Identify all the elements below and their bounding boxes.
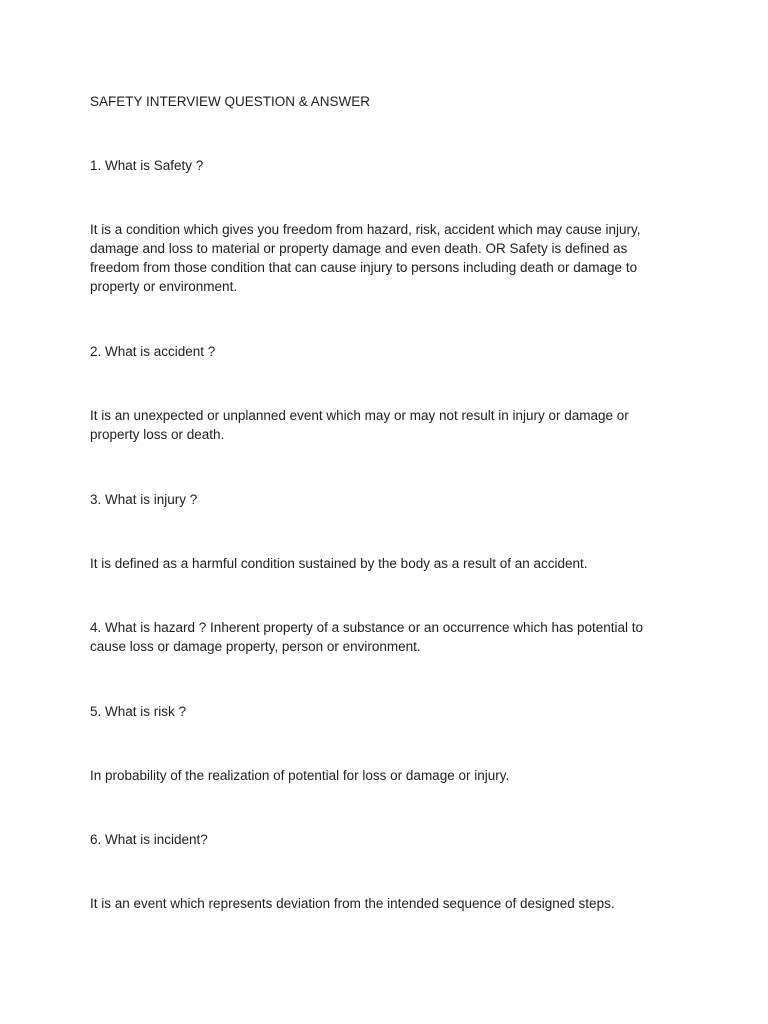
question-4: 4. What is hazard ? Inherent property of a substance or an occurrence which has potential to cause loss or damage property, person or environment.	[90, 620, 644, 654]
answer-2: It is an unexpected or unplanned event which may or may not result in injury or damage or property loss or death.	[90, 408, 629, 442]
question-2: 2. What is accident ?	[90, 344, 216, 359]
answer-6: It is an event which represents deviation from the intended sequence of designed steps.	[90, 896, 615, 911]
question-5: 5. What is risk ?	[90, 704, 187, 719]
answer-3: It is defined as a harmful condition sustained by the body as a result of an accident.	[90, 556, 588, 571]
answer-1: It is a condition which gives you freedom from hazard, risk, accident which may cause injury, damage and loss to material or property damage and even death. OR Safety is defined as freedom from those condition that can cause injury to persons including death or damage to property or environment.	[90, 222, 641, 294]
question-1: 1. What is Safety ?	[90, 158, 204, 173]
question-6: 6. What is incident?	[90, 832, 208, 847]
answer-5: In probability of the realization of potential for loss or damage or injury.	[90, 768, 510, 783]
document-title: SAFETY INTERVIEW QUESTION & ANSWER	[90, 94, 371, 109]
question-3: 3. What is injury ?	[90, 492, 198, 507]
